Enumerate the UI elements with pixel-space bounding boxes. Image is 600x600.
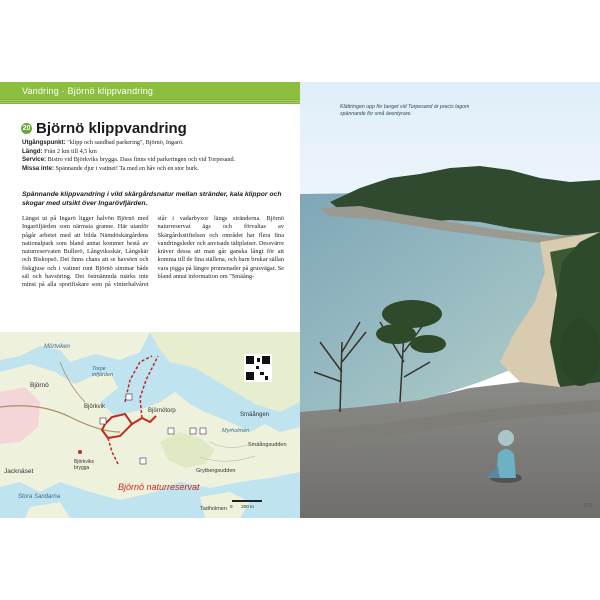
fact-start: Utgångspunkt: "klipp och sandbad parkering", Björnö, Ingarö. [22,139,184,146]
map-label-jacknaset: Jacknäset [4,468,34,475]
map-label-stora-sandarna: Stora Sandarna [18,494,61,500]
fact-dont-miss: Missa inte: Spännande djur i vattnet! Ta med en håv och en stor burk. [22,164,199,172]
map-label-reserve: Björnö naturreservat [118,482,200,492]
section-header-text: Vandring · Björnö klippvandring [22,86,154,96]
section-header-band [0,82,300,104]
map-label-tadholmen: Tadholmen [200,506,227,512]
photo-caption: Klättringen upp för berget vid Torpesand är precis lagom spännande för små äventyrare. [340,104,470,117]
route-title-row [21,120,187,137]
book-spread [0,82,600,518]
map-label-smaangsudden: Smäångsudden [248,442,287,448]
map-label-myrholmen: Myrholmen [222,428,250,434]
landscape-photo [300,82,600,518]
map-label-bjornotorp: Björnötorp [148,408,176,414]
route-body-text: Längst ut på Ingarö ligger halvön Björnö med Ingaröfjärden som närmsta granne. Här utanför pågår arbetet med att bilda Nämdöskärgårdens nationalpark som bland annat kommer bestå av naturreservaten Bullerö, Långviksskär, Långskär och Biskopsö. Det finns chans att se havsörn och fiskgjuse och i vattnet runt Björnö simmar både säl och havsöring. Det östmänmda märks inte minst på alla sportfiskare som på vinterhalvåret står i vadarbyxor längs stränderna. Björnö naturreservat ägs och förvaltas av Skärgårdsstiftelsen och området har flera fina vandringsleder och anvisade tältplatser. Dessvärre kräver dessa att man går ganska långt för att komma till de fina ställena, och barn brukar sällan vara pigga på längre promenader på grusvägar. Se bland annat information om "Smäång- [22,215,284,289]
map-label-grytbergsudden: Grytbergsudden [196,468,236,474]
left-page [0,82,300,518]
map-label-bjorno: Björnö [30,382,49,389]
right-page [300,82,600,518]
map-label-bjorkviks-brygga: Björkviks brygga [74,459,95,471]
page-number: 113 [583,503,592,509]
route-map [0,332,300,518]
map-label-smaangen: Smäången [240,412,270,418]
fact-service: Service: Bistro vid Björkviks brygga. Dass finns vid parkeringen och vid Torpesand. [22,156,236,164]
map-scale-text: 0 200 m [230,504,254,509]
route-intro: Spännande klippvandring i vild skärgårdsnatur mellan stränder, kala klippor och skogar med utsikt över Ingarövfjärden. [22,191,282,207]
map-label-torpe-infjarden: Torpe infjärden [92,366,114,378]
map-label-mortviken: Mörtviken [44,344,71,350]
qr-code-icon [244,354,272,382]
route-facts [22,139,284,173]
fact-length: Längd: Från 2 km till 4,5 km [22,147,97,155]
route-number-badge: 20 [22,125,31,132]
route-title: Björnö klippvandring [36,120,187,137]
map-label-bjorkvik: Björkvik [84,404,106,410]
